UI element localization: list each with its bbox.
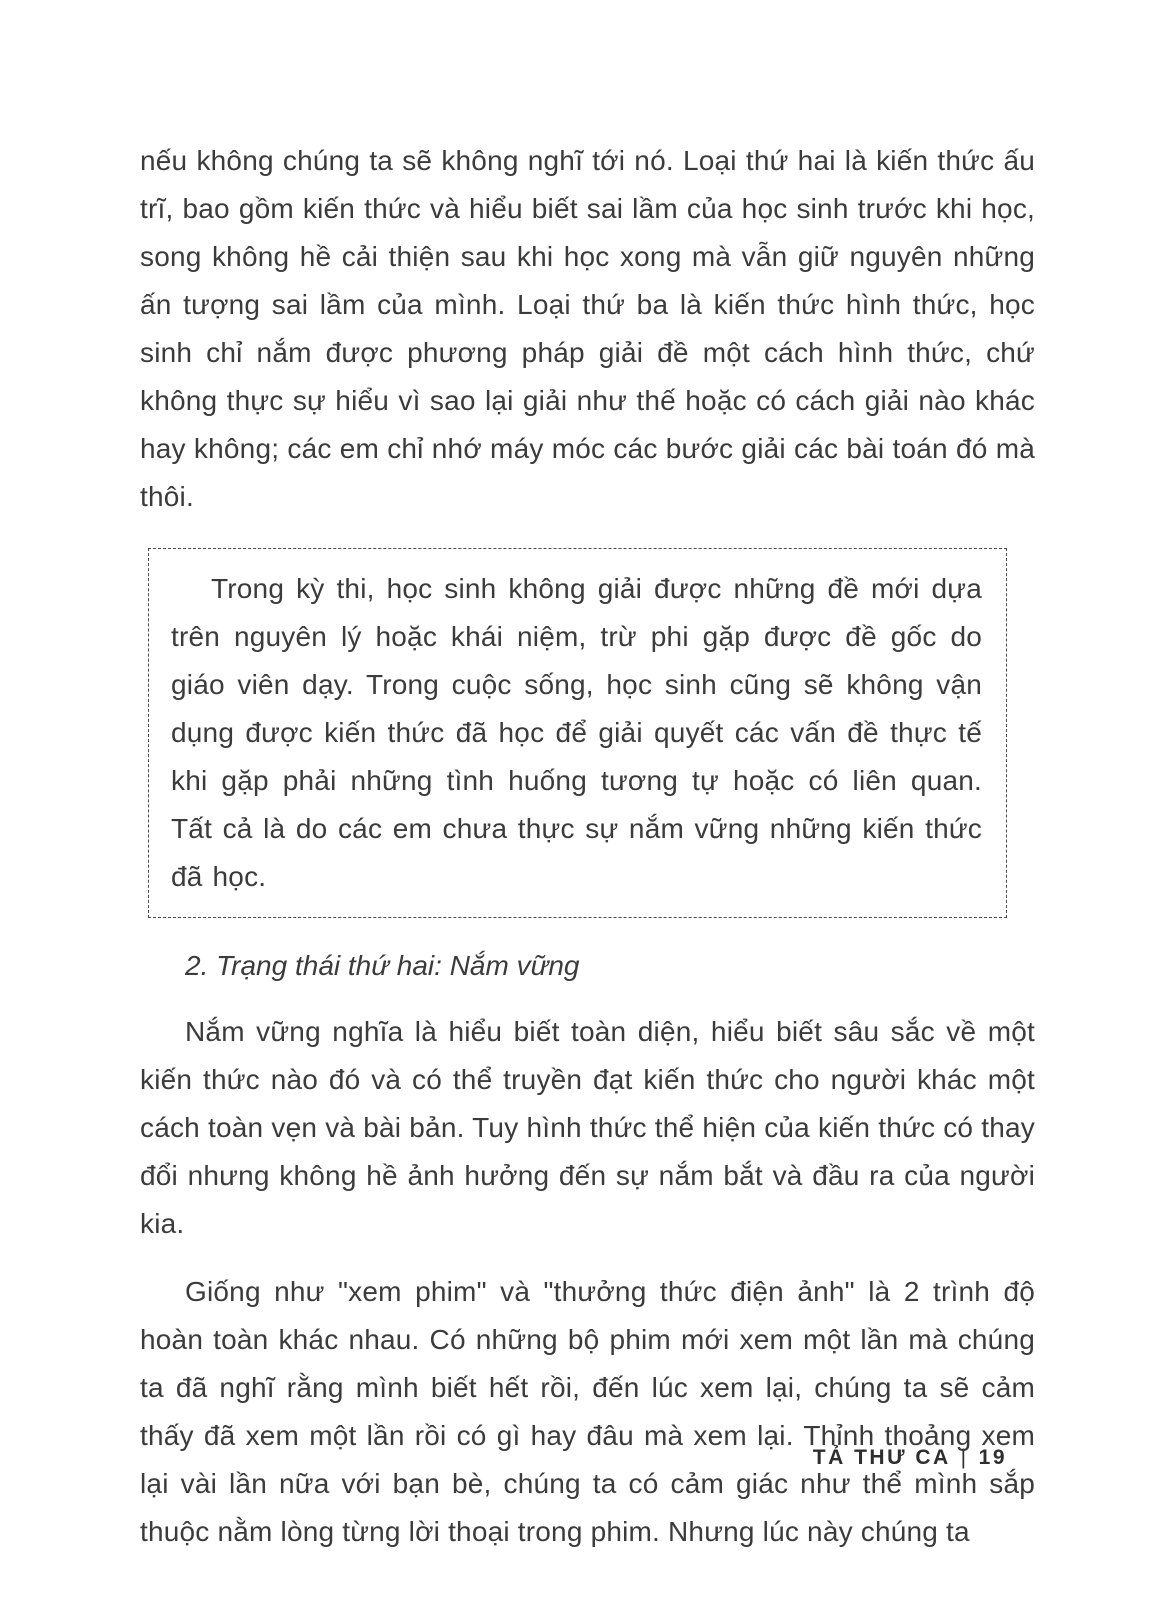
page-number: 19 (978, 1446, 1007, 1469)
callout-paragraph: Trong kỳ thi, học sinh không giải được những đề mới dựa trên nguyên lý hoặc khái niệm, trừ phi gặp được đề gốc do giáo viên dạy. Trong cuộc sống, học sinh cũng sẽ không vận dụng được kiến thức đã học để giải quyết các vấn đề thực tế khi gặp phải những tình huống tương tự hoặc có liên quan. Tất cả là do các em chưa thực sự nắm vững những kiến thức đã học. (171, 573, 982, 892)
footer-separator-icon: | (960, 1446, 969, 1469)
body-paragraph-1: nếu không chúng ta sẽ không nghĩ tới nó. Loại thứ hai là kiến thức ấu trĩ, bao gồm kiến thức và hiểu biết sai lầm của học sinh trước khi học, song không hề cải thiện sau khi học xong mà vẫn giữ nguyên những ấn tượng sai lầm của mình. Loại thứ ba là kiến thức hình thức, học sinh chỉ nắm được phương pháp giải đề một cách hình thức, chứ không thực sự hiểu vì sao lại giải như thế hoặc có cách giải nào khác hay không; các em chỉ nhớ máy móc các bước giải các bài toán đó mà thôi. (140, 145, 1035, 512)
running-title: TẢ THƯ CA (812, 1446, 951, 1469)
page-content (140, 137, 1035, 1556)
page-footer (813, 1446, 1007, 1470)
body-paragraph-2: Nắm vững nghĩa là hiểu biết toàn diện, hiểu biết sâu sắc về một kiến thức nào đó và có thể truyền đạt kiến thức cho người khác một cách toàn vẹn và bài bản. Tuy hình thức thể hiện của kiến thức có thay đổi nhưng không hề ảnh hưởng đến sự nắm bắt và đầu ra của người kia. (140, 1016, 1035, 1239)
callout-box (148, 548, 1007, 918)
body-paragraph-3: Giống như "xem phim" và "thưởng thức điện ảnh" là 2 trình độ hoàn toàn khác nhau. Có những bộ phim mới xem một lần mà chúng ta đã nghĩ rằng mình biết hết rồi, đến lúc xem lại, chúng ta sẽ cảm thấy đã xem một lần rồi có gì hay đâu mà xem lại. Thỉnh thoảng xem lại vài lần nữa với bạn bè, chúng ta có cảm giác như thể mình sắp thuộc nằm lòng từng lời thoại trong phim. Nhưng lúc này chúng ta (140, 1276, 1035, 1547)
section-heading: 2. Trạng thái thứ hai: Nắm vững (185, 950, 580, 981)
